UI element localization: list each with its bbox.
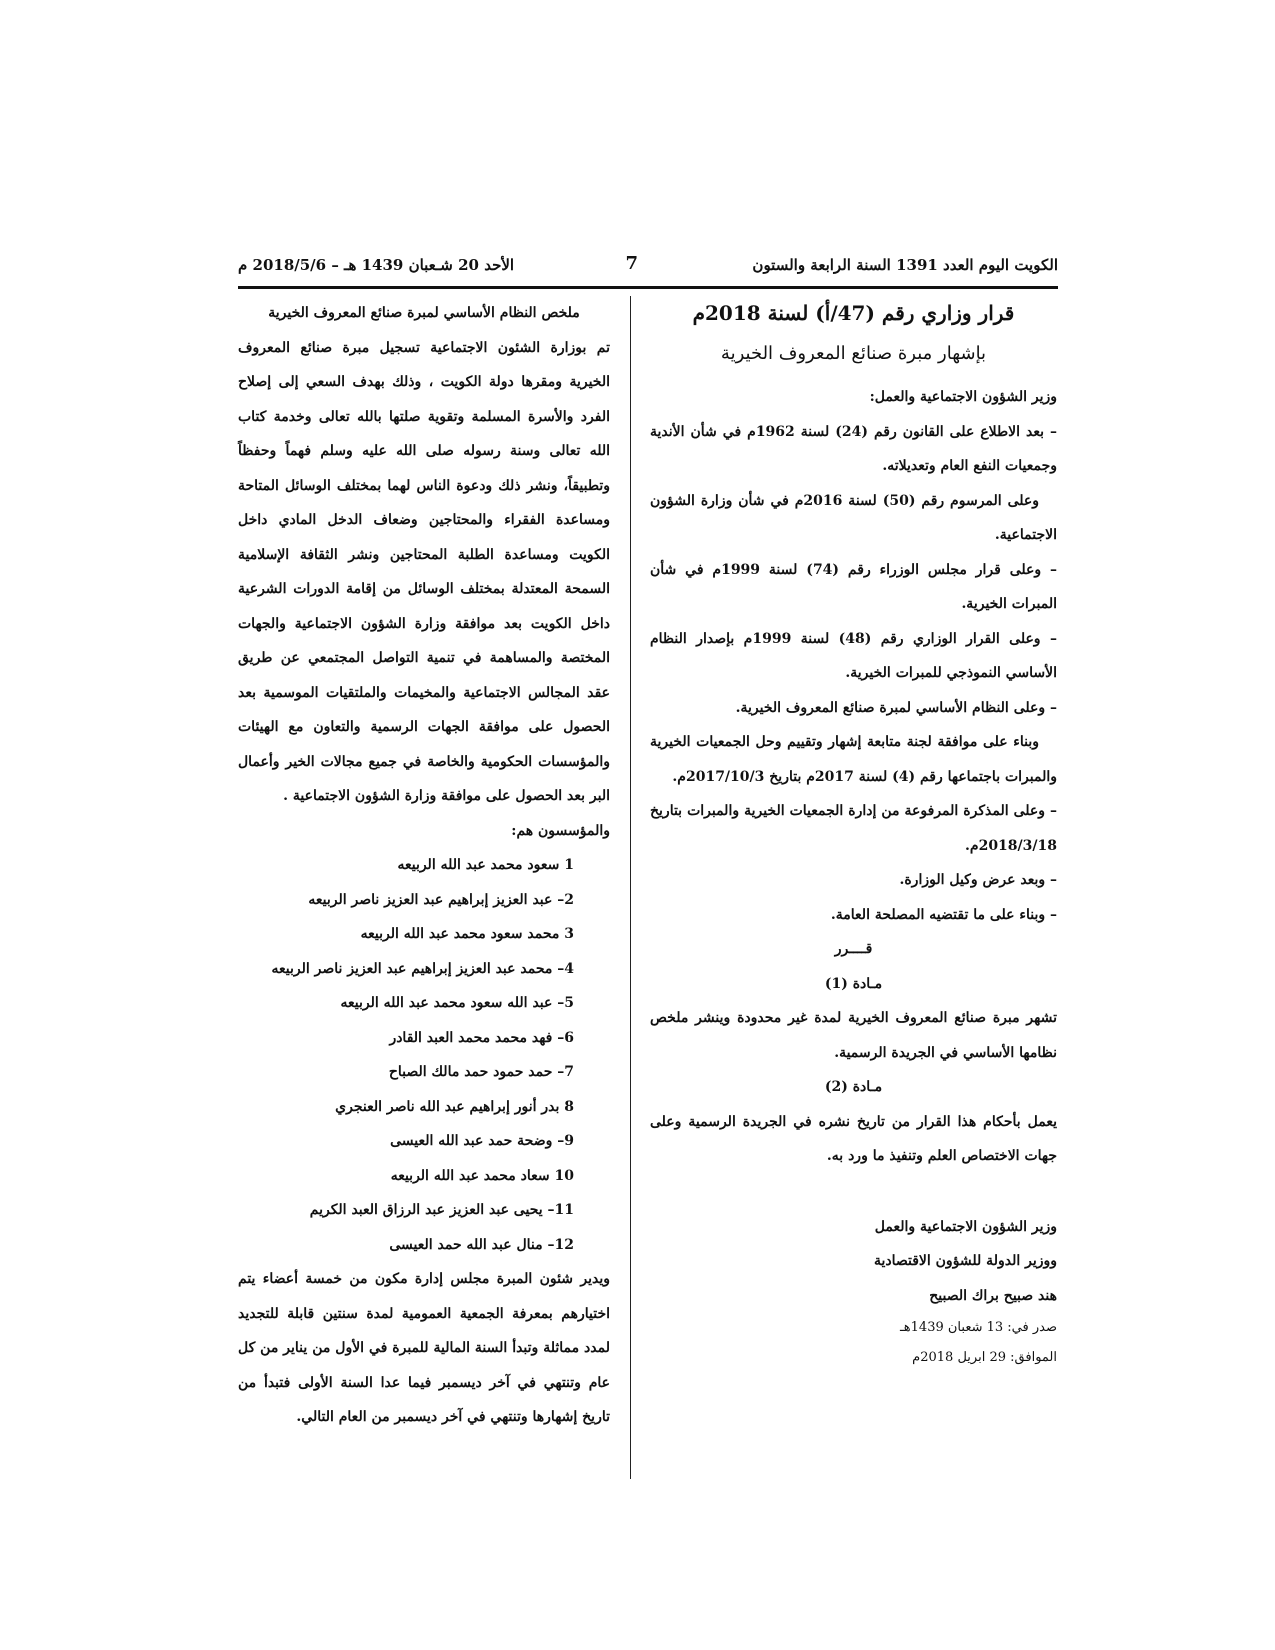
founder-item: 4– محمد عبد العزيز إبراهيم عبد العزيز ناصر الربيعه — [271, 960, 574, 977]
founders-list — [238, 848, 610, 1262]
decree-paragraph: – وعلى القرار الوزاري رقم (48) لسنة 1999م بإصدار النظام الأساسي النموذجي للمبرات الخيرية. — [650, 630, 1057, 681]
decree-column — [650, 296, 1057, 1373]
decree-paragraph: – وعلى قرار مجلس الوزراء رقم (74) لسنة 1999م في شأن المبرات الخيرية. — [650, 561, 1058, 612]
article-2-text: يعمل بأحكام هذا القرار من تاريخ نشره في الجريدة الرسمية وعلى جهات الاختصاص العلم وتنفيذ ما ورد به. — [650, 1113, 1057, 1164]
founder-item: 1 سعود محمد عبد الله الربيعه — [397, 857, 574, 873]
founder-item: 9– وضحة حمد عبد الله العيسى — [390, 1133, 574, 1149]
decree-paragraph: – وبعد عرض وكيل الوزارة. — [899, 872, 1057, 888]
header-issue-info: الكويت اليوم العدد 1391 السنة الرابعة والستون — [752, 256, 1058, 274]
page-number: 7 — [625, 253, 638, 274]
article-1-title: مـادة (1) — [824, 975, 883, 992]
spacer — [650, 1174, 1057, 1210]
decree-paragraph: وعلى المرسوم رقم (50) لسنة 2016م في شأن وزارة الشؤون الاجتماعية. — [650, 492, 1057, 543]
decree-title: قرار وزاري رقم (47/أ) لسنة 2018م — [692, 301, 1015, 325]
summary-closing: ويدير شئون المبرة مجلس إدارة مكون من خمسة أعضاء يتم اختيارهم بمعرفة الجمعية العمومية لمدة سنتين قابلة للتجديد لمدد مماثلة وتبدأ السنة المالية للمبرة في الأول من يناير من كل عام وتنتهي في آخر ديسمبر فيما عدا السنة الأولى فتبدأ من تاريخ إشهارها وتنتهي في آخر ديسمبر من العام التالي. — [238, 1271, 610, 1425]
issued-date: صدر في: 13 شعبان 1439هـ — [899, 1320, 1057, 1335]
decree-subtitle: بإشهار مبرة صنائع المعروف الخيرية — [720, 343, 987, 364]
founder-item: 7– حمد حمود حمد مالك الصباح — [388, 1064, 574, 1080]
decree-paragraph: – وعلى النظام الأساسي لمبرة صنائع المعروف الخيرية. — [735, 699, 1057, 716]
decree-paragraph: – بعد الاطلاع على القانون رقم (24) لسنة 1962م في شأن الأندية وجمعيات النفع العام وتعديلاته. — [650, 423, 1057, 474]
decree-paragraph: وبناء على موافقة لجنة متابعة إشهار وتقييم وحل الجمعيات الخيرية والمبرات باجتماعها رقم (4) لسنة 2017م بتاريخ 2017/10/3م. — [650, 734, 1057, 785]
founder-item: 6– فهد محمد محمد العبد القادر — [389, 1029, 574, 1046]
founder-item: 5– عبد الله سعود محمد عبد الله الربيعه — [340, 995, 574, 1011]
founder-item: 11– يحيى عبد العزيز عبد الرزاق العبد الكريم — [309, 1202, 574, 1218]
header-date: الأحد 20 شـعبان 1439 هـ – 2018/5/6 م — [238, 256, 515, 274]
founders-label: والمؤسسون هم: — [511, 822, 610, 839]
corresponding-date: الموافق: 29 ابريل 2018م — [912, 1350, 1057, 1365]
summary-title: ملخص النظام الأساسي لمبرة صنائع المعروف الخيرية — [268, 305, 580, 321]
founder-item: 3 محمد سعود محمد عبد الله الربيعه — [360, 926, 574, 942]
decree-paragraph: – وبناء على ما تقتضيه المصلحة العامة. — [830, 906, 1057, 923]
founder-item: 2– عبد العزيز إبراهيم عبد العزيز ناصر الربيعه — [308, 891, 574, 908]
summary-column — [238, 296, 610, 1435]
signature-title-1: وزير الشؤون الاجتماعية والعمل — [874, 1218, 1057, 1235]
founder-item: 10 سعاد محمد عبد الله الربيعه — [390, 1167, 574, 1184]
article-1-text: تشهر مبرة صنائع المعروف الخيرية لمدة غير محدودة وينشر ملخص نظامها الأساسي في الجريدة الرسمية. — [650, 1010, 1057, 1061]
signature-title-2: ووزير الدولة للشؤون الاقتصادية — [873, 1253, 1057, 1269]
column-divider — [630, 296, 631, 1479]
article-2-title: مـادة (2) — [824, 1079, 883, 1095]
founder-item: 8 بدر أنور إبراهيم عبد الله ناصر العنجري — [335, 1098, 574, 1115]
signature-name: هند صبيح براك الصبيح — [929, 1287, 1057, 1304]
decree-decided: قــــرر — [834, 941, 873, 957]
page-header — [238, 250, 1058, 280]
founder-item: 12– منال عبد الله حمد العيسى — [389, 1236, 574, 1253]
header-rule — [238, 286, 1058, 289]
summary-intro: تم بوزارة الشئون الاجتماعية تسجيل مبرة صنائع المعروف الخيرية ومقرها دولة الكويت ، وذلك بهدف السعي إلى إصلاح الفرد والأسرة المسلمة وتقوية صلتها بالله تعالى وخدمة كتاب الله تعالى وسنة رسوله صلى الله عليه وسلم فهماً وحفظاً وتطبيقاً، ونشر ذلك ودعوة الناس لهما بمختلف الوسائل المتاحة ومساعدة الفقراء والمحتاجين وضعاف الدخل المادي داخل الكويت ومساعدة الطلبة المحتاجين ونشر الثقافة الإسلامية السمحة المعتدلة بمختلف الوسائل من إقامة الدورات الشرعية داخل الكويت بعد موافقة وزارة الشؤون الاجتماعية والجهات المختصة والمساهمة في تنمية التواصل المجتمعي عن طريق عقد المجالس الاجتماعية والمخيمات والملتقيات الموسمية بعد الحصول على موافقة الجهات الرسمية والتعاون مع الهيئات والمؤسسات الحكومية والخاصة في جميع مجالات الخير وأعمال البر بعد الحصول على موافقة وزارة الشؤون الاجتماعية . — [238, 339, 610, 804]
decree-minister-line: وزير الشؤون الاجتماعية والعمل: — [869, 389, 1057, 405]
decree-paragraph: – وعلى المذكرة المرفوعة من إدارة الجمعيات الخيرية والمبرات بتاريخ 2018/3/18م. — [650, 803, 1057, 854]
